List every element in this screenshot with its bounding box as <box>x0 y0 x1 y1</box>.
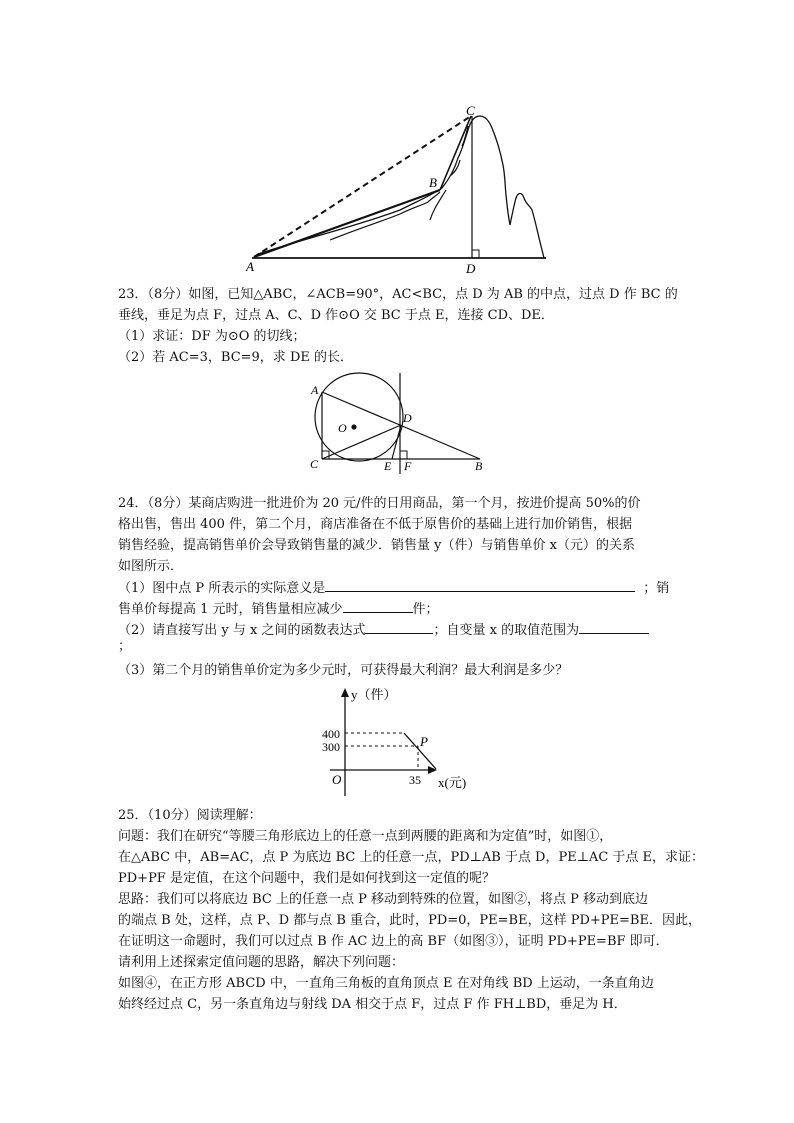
label-b: B <box>475 459 483 473</box>
q24-stem-line4: 如图所示． <box>118 559 184 574</box>
y-axis-arrow <box>341 688 349 697</box>
label-e: E <box>384 459 392 473</box>
q24-part1-text2: 售单价每提高 1 元时，销售量相应减少 <box>118 602 343 617</box>
q24-stem-line3: 销售经验，提高销售单价会导致销售量的减少．销售量 y（件）与销售单价 x（元）的关系 <box>118 538 635 553</box>
y-axis-label: y（件） <box>351 687 397 702</box>
label-f: F <box>404 459 412 473</box>
label-a: A <box>311 383 319 397</box>
q25-line3: 在△ABC 中，AB=AC，点 P 为底边 BC 上的任意一点，PD⊥AB 于点 D，PE⊥AC 于点 E，求证： <box>118 850 705 865</box>
label-c: C <box>466 103 475 118</box>
q25-line1: 25．（10分）阅读理解： <box>118 808 262 823</box>
q24-part2-text-mid: ；自变量 x 的取值范围为 <box>433 623 580 638</box>
y-tick-400: 400 <box>322 727 340 741</box>
origin-label: O <box>332 772 342 787</box>
x-tick-35: 35 <box>409 773 421 787</box>
q25-line8: 请利用上述探索定值问题的思路，解决下列问题： <box>118 955 405 970</box>
q24-part3: （3）第二个月的销售单价定为多少元时，可获得最大利润？最大利润是多少？ <box>118 663 569 678</box>
point-p-label: P <box>420 734 428 749</box>
q24-part1-text: （1）图中点 P 所表示的实际意义是 <box>118 581 326 596</box>
q24-part2-end: ； <box>118 639 132 654</box>
label-c: C <box>310 457 319 471</box>
q24-stem-line2: 格出售，售出 400 件，第二个月，商店准备在不低于原售价的基础上进行加价销售，根据 <box>118 517 633 532</box>
q25-line4: PD+PF 是定值，在这个问题中，我们是如何找到这一定值的呢？ <box>118 871 495 886</box>
label-d: D <box>466 261 476 276</box>
y-tick-300: 300 <box>322 740 340 754</box>
label-b: B <box>429 175 437 190</box>
x-axis-arrow <box>428 766 437 774</box>
q25-line7: 在证明这一命题时，我们可以过点 B 作 AC 边上的高 BF（如图③），证明 PD+PE=BF 即可． <box>118 934 669 949</box>
q24-part2-text: （2）请直接写出 y 与 x 之间的函数表达式 <box>118 623 366 638</box>
q23-stem-line1: 23．（8分）如图，已知△ABC，∠ACB=90°，AC<BC，点 D 为 AB 的中点，过点 D 作 BC 的 <box>118 287 678 302</box>
q25-line9: 如图④，在正方形 ABCD 中，一直角三角板的直角顶点 E 在对角线 BD 上运动，一条直角边 <box>118 976 654 991</box>
q23-part1: （1）求证：DF 为⊙O 的切线； <box>118 329 306 344</box>
q24-part1-text-end: ；销 <box>643 581 670 596</box>
q25-line5: 思路：我们可以将底边 BC 上的任意一点 P 移动到特殊的位置，如图②，将点 P 移动到底边 <box>118 892 649 907</box>
x-axis-label: x(元) <box>438 775 467 790</box>
q25-line2: 问题：我们在研究“等腰三角形底边上的任意一点到两腰的距离和为定值”时，如图①， <box>118 829 613 844</box>
q23-part2: （2）若 AC=3，BC=9，求 DE 的长． <box>118 350 353 365</box>
q25-line10: 始终经过点 C，另一条直角边与射线 DA 相交于点 F，过点 F 作 FH⊥BD，垂足为 H． <box>118 997 627 1012</box>
q24-part1-text2-end: 件； <box>412 602 439 617</box>
label-a: A <box>246 259 254 274</box>
q24-stem-line1: 24．（8分）某商店购进一批进价为 20 元/件的日用商品，第一个月，按进价提高 50%的价 <box>118 496 641 511</box>
label-d: D <box>403 411 412 425</box>
label-o: O <box>338 421 347 435</box>
q23-stem-line2: 垂线，垂足为点 F，过点 A、C、D 作⊙O 交 BC 于点 E，连接 CD、DE． <box>118 308 554 323</box>
q25-line6: 的端点 B 处，这样，点 P、D 都与点 B 重合，此时，PD=0，PE=BE，这样 PD+PE=BE．因此， <box>118 913 701 928</box>
